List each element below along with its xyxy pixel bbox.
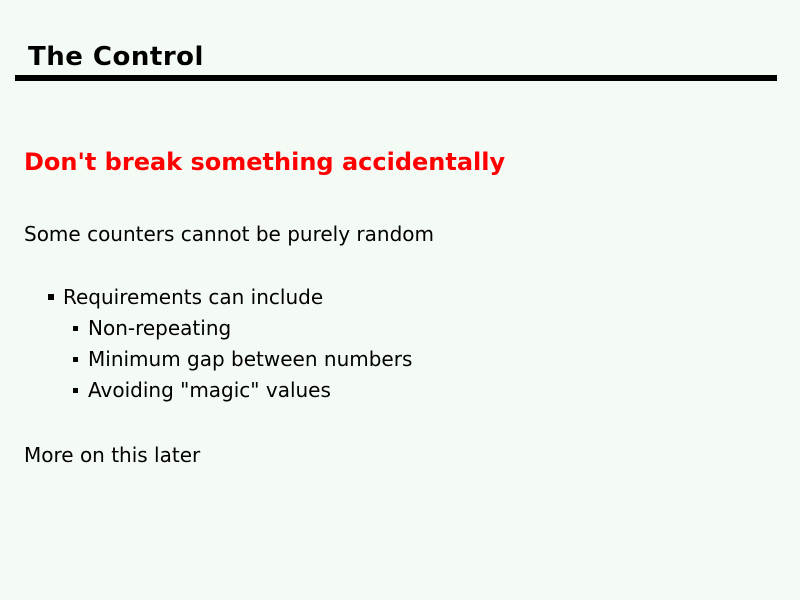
bullet-item-label: Minimum gap between numbers xyxy=(88,347,413,371)
bullet-item-label: Avoiding "magic" values xyxy=(88,378,331,402)
square-bullet-icon xyxy=(73,357,78,362)
title-underline-rule xyxy=(15,75,777,81)
square-bullet-icon xyxy=(48,294,54,300)
bullet-item-level2 xyxy=(73,316,231,340)
footer-text: More on this later xyxy=(24,443,201,467)
square-bullet-icon xyxy=(73,388,78,393)
bullet-item-level1 xyxy=(48,285,323,309)
square-bullet-icon xyxy=(73,326,78,331)
intro-text: Some counters cannot be purely random xyxy=(24,222,434,246)
slide-title: The Control xyxy=(28,42,204,72)
slide-heading: Don't break something accidentally xyxy=(24,148,506,176)
bullet-item-label: Requirements can include xyxy=(63,285,324,309)
bullet-item-level2 xyxy=(73,347,412,371)
bullet-item-level2 xyxy=(73,378,331,402)
bullet-item-label: Non-repeating xyxy=(88,316,232,340)
